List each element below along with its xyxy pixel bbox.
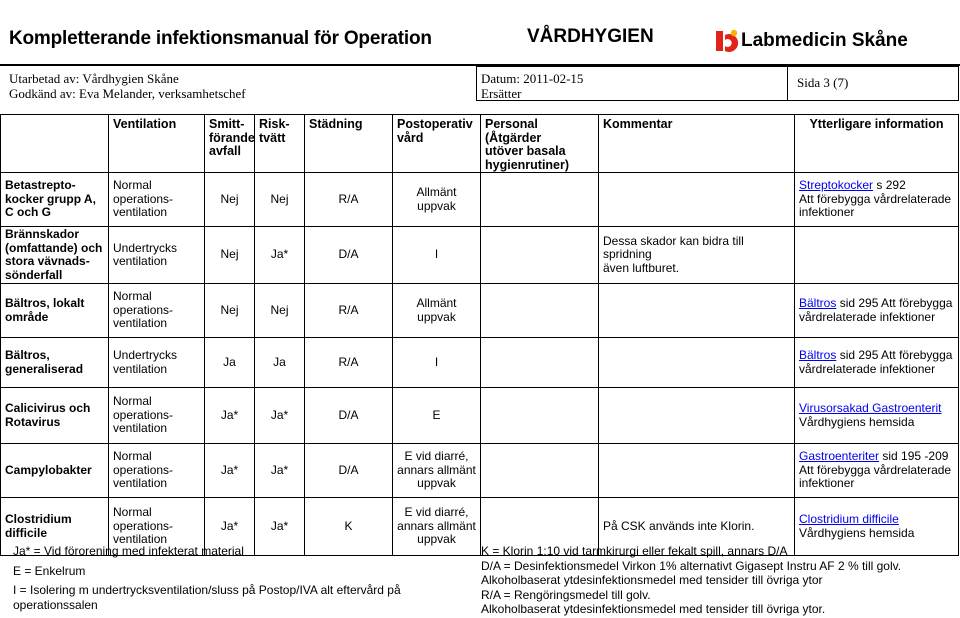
labmedicin-logo-icon — [712, 29, 738, 53]
table-row — [1, 388, 959, 444]
legend-item: I = Isolering m undertrycksventilation/sluss på Postop/IVA alt eftervård på operationssalen — [13, 583, 401, 612]
risktvatt-cell: Nej — [255, 284, 305, 338]
ventilation-cell: Normal operations- ventilation — [109, 173, 205, 227]
personal-cell — [481, 227, 599, 284]
table-row — [1, 173, 959, 227]
condition-cell: Calicivirus och Rotavirus — [1, 388, 109, 444]
smittforande-avfall-cell: Nej — [205, 284, 255, 338]
legend-right — [481, 544, 951, 617]
postoperativ-vard-cell: E vid diarré, annars allmänt uppvak — [393, 498, 481, 556]
info-link[interactable]: Bältros — [799, 296, 837, 310]
risktvatt-cell: Nej — [255, 173, 305, 227]
ventilation-cell: Normal operations- ventilation — [109, 444, 205, 498]
lab-name: Labmedicin Skåne — [741, 30, 908, 51]
condition-cell: Bältros, lokalt område — [1, 284, 109, 338]
header-kommentar: Kommentar — [599, 115, 795, 173]
kommentar-cell: Dessa skador kan bidra till spridning även luftburet. — [599, 227, 795, 284]
legend-left — [13, 544, 453, 612]
ytterligare-information-cell — [795, 284, 959, 338]
personal-cell — [481, 338, 599, 388]
ventilation-cell: Normal operations- ventilation — [109, 284, 205, 338]
header-risktvatt: Risk- tvätt — [255, 115, 305, 173]
document-date: Datum: 2011-02-15 — [481, 71, 584, 86]
ventilation-cell: Normal operations- ventilation — [109, 498, 205, 556]
condition-cell: Betastrepto- kocker grupp A, C och G — [1, 173, 109, 227]
prepared-by: Utarbetad av: Vårdhygien Skåne — [9, 71, 179, 86]
condition-cell: Campylobakter — [1, 444, 109, 498]
stadning-cell: D/A — [305, 227, 393, 284]
ytterligare-information-cell — [795, 338, 959, 388]
info-text: sid 295 Att förebygga vårdrelaterade infektioner — [799, 296, 953, 324]
condition-cell: Brännskador (omfattande) och stora vävnads- sönderfall — [1, 227, 109, 284]
postoperativ-vard-cell: E — [393, 388, 481, 444]
ytterligare-information-cell — [795, 227, 959, 284]
personal-cell — [481, 284, 599, 338]
legend-item: Ja* = Vid förorening med infekterat material — [13, 544, 244, 558]
stadning-cell: D/A — [305, 444, 393, 498]
legend-item: K = Klorin 1:10 vid tarmkirurgi eller fekalt spill, annars D/A — [481, 544, 788, 558]
ventilation-cell: Undertrycks ventilation — [109, 227, 205, 284]
table-row — [1, 444, 959, 498]
ventilation-cell: Normal operations- ventilation — [109, 388, 205, 444]
stadning-cell: D/A — [305, 388, 393, 444]
table-row — [1, 284, 959, 338]
table-row — [1, 338, 959, 388]
info-link[interactable]: Streptokocker — [799, 178, 874, 193]
ytterligare-information-cell — [795, 388, 959, 444]
stadning-cell: R/A — [305, 284, 393, 338]
kommentar-cell — [599, 444, 795, 498]
approved-by: Godkänd av: Eva Melander, verksamhetschef — [9, 86, 246, 101]
condition-cell: Clostridium difficile — [1, 498, 109, 556]
legend-item: E = Enkelrum — [13, 563, 86, 578]
smittforande-avfall-cell: Ja — [205, 338, 255, 388]
risktvatt-cell: Ja* — [255, 444, 305, 498]
ytterligare-information-cell — [795, 444, 959, 498]
table-body — [1, 173, 959, 556]
stadning-cell: K — [305, 498, 393, 556]
info-link[interactable]: Gastroenteriter — [799, 449, 880, 464]
personal-cell — [481, 388, 599, 444]
department-name: VÅRDHYGIEN — [527, 26, 654, 47]
document-title: Kompletterande infektionsmanual för Operation — [9, 28, 432, 49]
header-ytterligare-information: Ytterligare information — [795, 115, 959, 173]
infection-table — [0, 114, 959, 556]
risktvatt-cell: Ja* — [255, 388, 305, 444]
legend-item: Alkoholbaserat ytdesinfektionsmedel med tensider till övriga ytor — [481, 573, 823, 587]
risktvatt-cell: Ja* — [255, 498, 305, 556]
smittforande-avfall-cell: Ja* — [205, 498, 255, 556]
kommentar-cell: På CSK används inte Klorin. — [599, 498, 795, 556]
header-ventilation: Ventilation — [109, 115, 205, 173]
legend-item: Alkoholbaserat ytdesinfektionsmedel med tensider till övriga ytor. — [481, 602, 826, 616]
header-postoperativ-vard: Postoperativ vård — [393, 115, 481, 173]
info-link[interactable]: Clostridium difficile — [799, 512, 899, 526]
page-number: Sida 3 (7) — [797, 75, 849, 90]
header-stadning: Städning — [305, 115, 393, 173]
smittforande-avfall-cell: Nej — [205, 173, 255, 227]
risktvatt-cell: Ja* — [255, 227, 305, 284]
condition-cell: Bältros, generaliserad — [1, 338, 109, 388]
personal-cell — [481, 444, 599, 498]
legend-item: D/A = Desinfektionsmedel Virkon 1% alternativt Gigasept Instru AF 2 % till golv. — [481, 558, 902, 573]
info-text: sid 295 Att förebygga vårdrelaterade infektioner — [799, 348, 953, 376]
info-link[interactable]: Virusorsakad Gastroenterit — [799, 401, 942, 415]
kommentar-cell — [599, 284, 795, 338]
info-text: Vårdhygiens hemsida — [799, 414, 915, 429]
kommentar-cell — [599, 388, 795, 444]
header-smittforande-avfall: Smitt- förande avfall — [205, 115, 255, 173]
postoperativ-vard-cell: E vid diarré, annars allmänt uppvak — [393, 444, 481, 498]
postoperativ-vard-cell: I — [393, 227, 481, 284]
risktvatt-cell: Ja — [255, 338, 305, 388]
kommentar-cell — [599, 338, 795, 388]
postoperativ-vard-cell: I — [393, 338, 481, 388]
ventilation-cell: Undertrycks ventilation — [109, 338, 205, 388]
smittforande-avfall-cell: Nej — [205, 227, 255, 284]
document-header — [0, 0, 960, 112]
info-text: Vårdhygiens hemsida — [799, 525, 915, 540]
kommentar-cell — [599, 173, 795, 227]
info-link[interactable]: Bältros — [799, 348, 837, 362]
stadning-cell: R/A — [305, 338, 393, 388]
postoperativ-vard-cell: Allmänt uppvak — [393, 173, 481, 227]
info-text: s 292 Att förebygga vårdrelaterade infektioner — [799, 178, 952, 220]
header-condition — [1, 115, 109, 173]
header-personal: Personal (Åtgärder utöver basala hygienrutiner) — [481, 115, 599, 173]
replaces-label: Ersätter — [481, 86, 522, 101]
legend-item: R/A = Rengöringsmedel till golv. — [481, 587, 651, 602]
smittforande-avfall-cell: Ja* — [205, 444, 255, 498]
table-row — [1, 227, 959, 284]
ytterligare-information-cell — [795, 173, 959, 227]
table-header-row — [1, 115, 959, 173]
smittforande-avfall-cell: Ja* — [205, 388, 255, 444]
info-text: sid 195 -209 Att förebygga vårdrelaterade infektioner — [799, 449, 952, 491]
stadning-cell: R/A — [305, 173, 393, 227]
personal-cell — [481, 173, 599, 227]
postoperativ-vard-cell: Allmänt uppvak — [393, 284, 481, 338]
